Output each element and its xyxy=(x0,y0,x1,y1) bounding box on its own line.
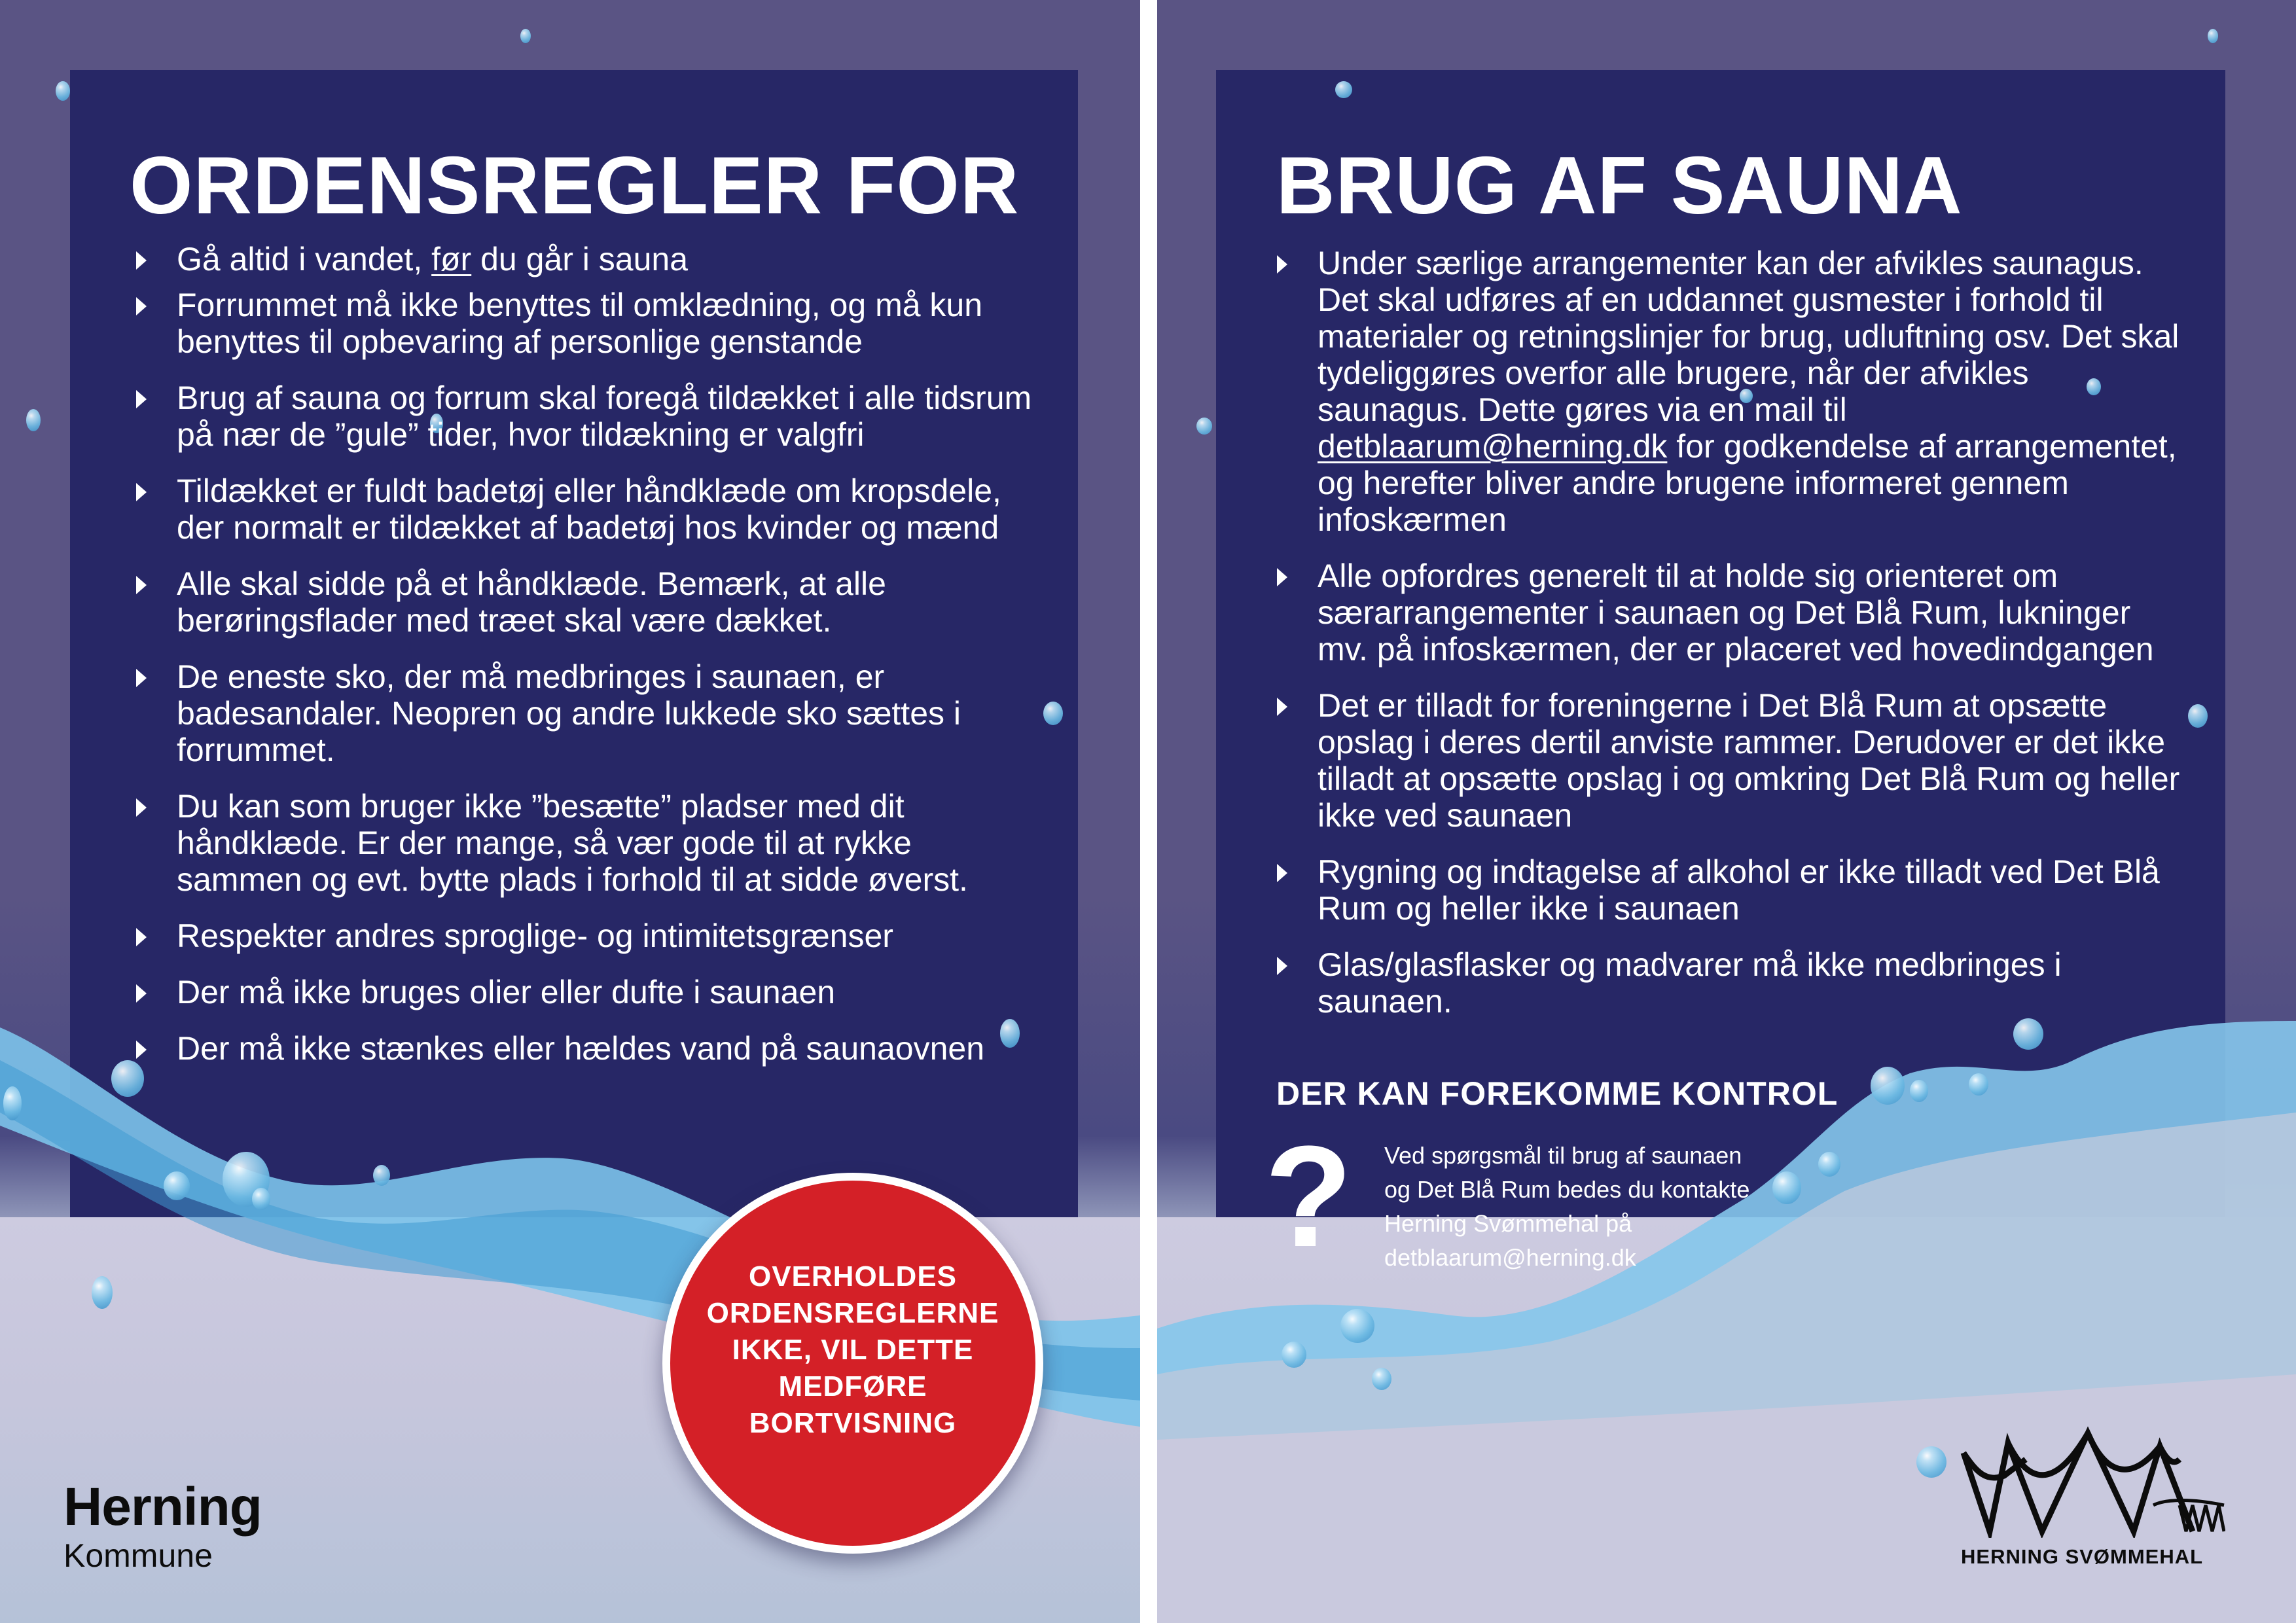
herning-kommune-logo: Herning Kommune xyxy=(63,1477,262,1574)
bubble-icon xyxy=(1335,81,1352,98)
rule-item: Der må ikke stænkes eller hældes vand på saunaovnen xyxy=(136,1030,1039,1067)
bullet-arrow-icon xyxy=(1277,957,1287,975)
bullet-arrow-icon xyxy=(1277,568,1287,586)
bubble-icon xyxy=(1871,1067,1905,1105)
bubble-icon xyxy=(373,1165,390,1186)
control-heading: DER KAN FOREKOMME KONTROL xyxy=(1276,1075,1839,1112)
left-page xyxy=(0,0,1140,1623)
bubble-icon xyxy=(2013,1018,2043,1050)
bubble-icon xyxy=(2188,704,2208,728)
right-page xyxy=(1157,0,2296,1623)
bullet-arrow-icon xyxy=(136,297,147,315)
rule-item: Alle skal sidde på et håndklæde. Bemærk, at alle berøringsflader med træet skal være dækket. xyxy=(136,565,1039,639)
rule-item: Tildækket er fuldt badetøj eller håndklæde om kropsdele, der normalt er tildækket af badetøj hos kvinder og mænd xyxy=(136,473,1039,546)
bubble-icon xyxy=(1196,418,1212,435)
rule-item: Gå altid i vandet, før du går i sauna xyxy=(136,241,1039,277)
page-title: BRUG AF SAUNA xyxy=(1276,141,1963,231)
rule-item: Der må ikke bruges olier eller dufte i saunaen xyxy=(136,974,1039,1010)
bubble-icon xyxy=(1916,1446,1946,1478)
herning-svommehal-logo: HERNING SVØMMEHAL xyxy=(1957,1407,2232,1569)
bullet-arrow-icon xyxy=(136,984,147,1003)
rule-item: Glas/glasflasker og madvarer må ikke medbringes i saunaen. xyxy=(1277,946,2180,1020)
bubble-icon xyxy=(3,1086,22,1120)
bubble-icon xyxy=(1340,1309,1374,1343)
bubble-icon xyxy=(1818,1152,1840,1177)
rule-item: De eneste sko, der må medbringes i saunaen, er badesandaler. Neopren og andre lukkede sko sættes i forrummet. xyxy=(136,658,1039,768)
bubble-icon xyxy=(1772,1171,1801,1204)
bullet-arrow-icon xyxy=(1277,864,1287,882)
bullet-arrow-icon xyxy=(136,798,147,817)
bubble-icon xyxy=(26,409,41,431)
rules-list xyxy=(1277,245,2180,1020)
svommehal-roof-icon xyxy=(1957,1407,2225,1538)
bubble-icon xyxy=(92,1276,113,1309)
bullet-arrow-icon xyxy=(136,669,147,687)
bubble-icon xyxy=(520,29,531,43)
bullet-arrow-icon xyxy=(136,251,147,270)
rule-item: Under særlige arrangementer kan der afvikles saunagus. Det skal udføres af en uddannet gusmester i forhold til materialer og retningslinjer for brug, udluftning osv. Det skal tydeliggøres overfor alle brugere, når der afvikles saunagus. Dette gøres via en mail til detblaarum@herning.dk for godkendelse af arrangementet, og herefter bliver andre brugene informeret gennem infoskærmen xyxy=(1277,245,2180,538)
bullet-arrow-icon xyxy=(136,390,147,408)
bullet-arrow-icon xyxy=(1277,255,1287,274)
rule-item: Alle opfordres generelt til at holde sig orienteret om særarrangementer i saunaen og Det Blå Rum, lukninger mv. på infoskærmen, der er placeret ved hovedindgangen xyxy=(1277,558,2180,668)
page-gutter xyxy=(1140,0,1157,1623)
contact-email[interactable]: detblaarum@herning.dk xyxy=(1384,1244,1636,1271)
bubble-icon xyxy=(56,81,70,101)
rule-item: Rygning og indtagelse af alkohol er ikke tilladt ved Det Blå Rum og heller ikke i saunaen xyxy=(1277,853,2180,927)
bubble-icon xyxy=(1282,1342,1306,1368)
bullet-arrow-icon xyxy=(1277,698,1287,716)
bullet-arrow-icon xyxy=(136,576,147,594)
rule-item: Forrummet må ikke benyttes til omklædning, og må kun benyttes til opbevaring af personlige genstande xyxy=(136,287,1039,360)
bullet-arrow-icon xyxy=(136,483,147,501)
bubble-icon xyxy=(252,1188,270,1210)
rule-item: Du kan som bruger ikke ”besætte” pladser med dit håndklæde. Er der mange, så vær gode til at rykke sammen og evt. bytte plads i forhold til at sidde øverst. xyxy=(136,788,1039,898)
rule-item: Brug af sauna og forrum skal foregå tildækket i alle tidsrum på nær de ”gule” tider, hvor tildækning er valgfri xyxy=(136,380,1039,453)
rule-item: Det er tilladt for foreningerne i Det Blå Rum at opsætte opslag i deres dertil anviste rammer. Derudover er det ikke tilladt at opsætte opslag i og omkring Det Blå Rum og heller ikke ved saunaen xyxy=(1277,687,2180,834)
bubble-icon xyxy=(1043,702,1063,725)
bubble-icon xyxy=(2208,29,2218,43)
bubble-icon xyxy=(1969,1073,1988,1096)
bullet-arrow-icon xyxy=(136,1041,147,1059)
bubble-icon xyxy=(1910,1080,1928,1102)
bubble-icon xyxy=(1372,1368,1391,1390)
contact-info: Ved spørgsmål til brug af saunaen og Det Blå Rum bedes du kontakte Herning Svømmehal på detblaarum@herning.dk xyxy=(1384,1139,1749,1275)
rules-list xyxy=(136,241,1039,1067)
email-link[interactable]: detblaarum@herning.dk xyxy=(1318,428,1668,465)
warning-badge: OVERHOLDES ORDENSREGLERNE IKKE, VIL DETTE MEDFØRE BORTVISNING xyxy=(662,1173,1043,1554)
rule-item: Respekter andres sproglige- og intimitetsgrænser xyxy=(136,918,1039,954)
bullet-arrow-icon xyxy=(136,928,147,946)
page-title: ORDENSREGLER FOR xyxy=(130,141,1020,231)
emphasis-underline: før xyxy=(431,241,472,277)
question-mark-icon: ? xyxy=(1265,1116,1353,1277)
bubble-icon xyxy=(164,1171,190,1200)
